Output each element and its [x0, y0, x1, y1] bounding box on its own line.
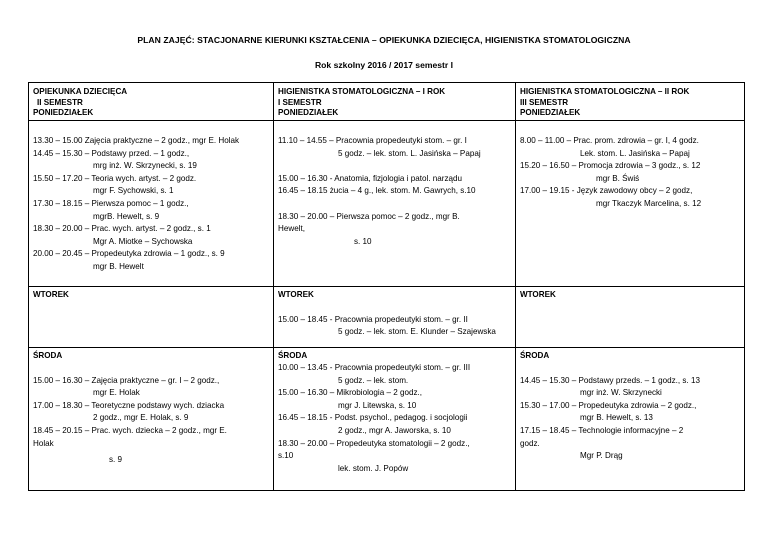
entry: s.10: [278, 451, 294, 461]
entry: 16.45 – 18.15 - Podst. psychol., pedagog. i socjologii: [278, 413, 468, 423]
entry: mgr inż. W. Skrzynecki: [580, 388, 662, 398]
entry: Mgr A. Miotke – Sychowska: [93, 236, 193, 246]
monday-cell-higienistka-1: [274, 120, 516, 286]
entry: mgr F. Sychowski, s. 1: [93, 186, 174, 196]
entry: 8.00 – 11.00 – Prac. prom. zdrowia – gr. I, 4 godz.: [520, 136, 699, 146]
entry: mgrB. Hewelt, s. 9: [93, 211, 160, 221]
column-day: PONIEDZIAŁEK: [278, 108, 339, 117]
entry: 10.00 – 13.45 - Pracownia propedeutyki stom. – gr. III: [278, 363, 471, 373]
entry: 5 godz. – lek. stom.: [338, 375, 409, 385]
tuesday-row: [29, 286, 745, 347]
page-subtitle: Rok szkolny 2016 / 2017 semestr I: [314, 60, 454, 70]
entry: mgr B. Hewelt: [93, 262, 144, 272]
entry: 15.00 – 16.30 – Mikrobiologia – 2 godz.,: [278, 388, 422, 398]
entry: 2 godz., mgr E. Holak, s. 9: [93, 413, 189, 423]
entry: mgr J. Litewska, s. 10: [338, 400, 417, 410]
column-name: HIGIENISTKA STOMATOLOGICZNA – I ROK: [278, 87, 446, 96]
header-cell-higienistka-1: [274, 83, 516, 121]
entry: 14.45 – 15.30 – Podstawy przeds. – 1 godz., s. 13: [520, 375, 700, 385]
day-label: WTOREK: [278, 289, 314, 299]
tuesday-cell-higienistka-1: [274, 286, 516, 347]
entry: mgr B. Hewelt, s. 13: [580, 413, 653, 423]
entry: 16.45 – 18.15 żucia – 4 g., lek. stom. M. Gawrych, s.10: [278, 186, 476, 196]
day-label: ŚRODA: [33, 350, 63, 360]
entry: 20.00 – 20.45 – Propedeutyka zdrowia – 1 godz., s. 9: [33, 249, 225, 259]
header-cell-higienistka-2: [516, 83, 745, 121]
column-day: PONIEDZIAŁEK: [520, 108, 581, 117]
tuesday-cell-opiekunka: [29, 286, 274, 347]
entry: 15.00 – 16.30 - Anatomia, fizjologia i patol. narządu: [278, 173, 463, 183]
monday-row: [29, 120, 745, 286]
entry: 18.30 – 20.00 – Pierwsza pomoc – 2 godz., mgr B.: [278, 211, 460, 221]
entry: 15.00 – 18.45 - Pracownia propedeutyki stom. – gr. II: [278, 314, 468, 324]
header-cell-opiekunka: [29, 83, 274, 121]
tuesday-cell-higienistka-2: [516, 286, 745, 347]
wednesday-cell-higienistka-2: [516, 347, 745, 490]
entry: 17.30 – 18.15 – Pierwsza pomoc – 1 godz.,: [33, 199, 189, 209]
header-row: [29, 83, 745, 121]
entry: 18.45 – 20.15 – Prac. wych. dziecka – 2 godz., mgr E.: [33, 426, 227, 436]
entry: 18.30 – 20.00 – Prac. wych. artyst. – 2 godz., s. 1: [33, 224, 211, 234]
entry: 5 godz. – lek. stom. E. Klunder – Szajewska: [338, 327, 496, 337]
entry: 15.20 – 16.50 – Promocja zdrowia – 3 godz., s. 12: [520, 161, 701, 171]
entry: s. 9: [109, 455, 123, 465]
entry: 15.30 – 17.00 – Propedeutyka zdrowia – 2 godz.,: [520, 400, 697, 410]
entry: Mgr P. Drąg: [580, 451, 623, 461]
entry: mgr E. Holak: [93, 388, 140, 398]
entry: Hewelt,: [278, 224, 305, 234]
page-title: PLAN ZAJĘĆ: STACJONARNE KIERUNKI KSZTAŁCENIA – OPIEKUNKA DZIECIĘCA, HIGIENISTKA STOMATOLOGICZNA: [137, 35, 631, 45]
entry: 5 godz. – lek. stom. L. Jasińska – Papaj: [338, 148, 481, 158]
day-label: ŚRODA: [520, 350, 550, 360]
entry: 15.00 – 16.30 – Zajęcia praktyczne – gr. I – 2 godz.,: [33, 375, 220, 385]
day-label: WTOREK: [520, 289, 556, 299]
entry: 11.10 – 14.55 – Pracownia propedeutyki stom. – gr. I: [278, 136, 467, 146]
entry: 17.00 – 18.30 – Teoretyczne podstawy wych. dziacka: [33, 400, 225, 410]
entry: mgr B. Świś: [596, 173, 640, 183]
monday-cell-opiekunka: [29, 120, 274, 286]
column-semester: III SEMESTR: [520, 97, 569, 107]
entry: godz.: [520, 438, 540, 448]
entry: 15.50 – 17.20 – Teoria wych. artyst. – 2 godz.: [33, 173, 197, 183]
column-name: OPIEKUNKA DZIECIĘCA: [33, 87, 128, 96]
entry: lek. stom. J. Popów: [338, 463, 409, 473]
wednesday-cell-higienistka-1: [274, 347, 516, 490]
day-label: WTOREK: [33, 289, 69, 299]
entry: mgr Tkaczyk Marcelina, s. 12: [596, 199, 702, 209]
column-semester: II SEMESTR: [37, 97, 83, 107]
entry: 14.45 – 15.30 – Podstawy przed. – 1 godz.,: [33, 148, 190, 158]
entry: Lek. stom. L. Jasińska – Papaj: [580, 148, 690, 158]
entry: s. 10: [354, 236, 372, 246]
entry: 2 godz., mgr A. Jaworska, s. 10: [338, 426, 451, 436]
entry: mrg inż. W. Skrzynecki, s. 19: [93, 161, 197, 171]
column-name: HIGIENISTKA STOMATOLOGICZNA – II ROK: [520, 87, 690, 96]
schedule-table: [28, 82, 745, 491]
wednesday-cell-opiekunka: [29, 347, 274, 490]
day-label: ŚRODA: [278, 350, 308, 360]
entry: 18.30 – 20.00 – Propedeutyka stomatologii – 2 godz.,: [278, 438, 470, 448]
monday-cell-higienistka-2: [516, 120, 745, 286]
entry: 17.15 – 18.45 – Technologie informacyjne – 2: [520, 426, 684, 436]
entry: 13.30 – 15.00 Zajęcia praktyczne – 2 godz., mgr E. Holak: [33, 136, 240, 146]
entry: Holak: [33, 438, 54, 448]
column-semester: I SEMESTR: [278, 97, 322, 107]
wednesday-row: [29, 347, 745, 490]
column-day: PONIEDZIAŁEK: [33, 108, 94, 117]
entry: 17.00 – 19.15 - Język zawodowy obcy – 2 godz,: [520, 186, 693, 196]
